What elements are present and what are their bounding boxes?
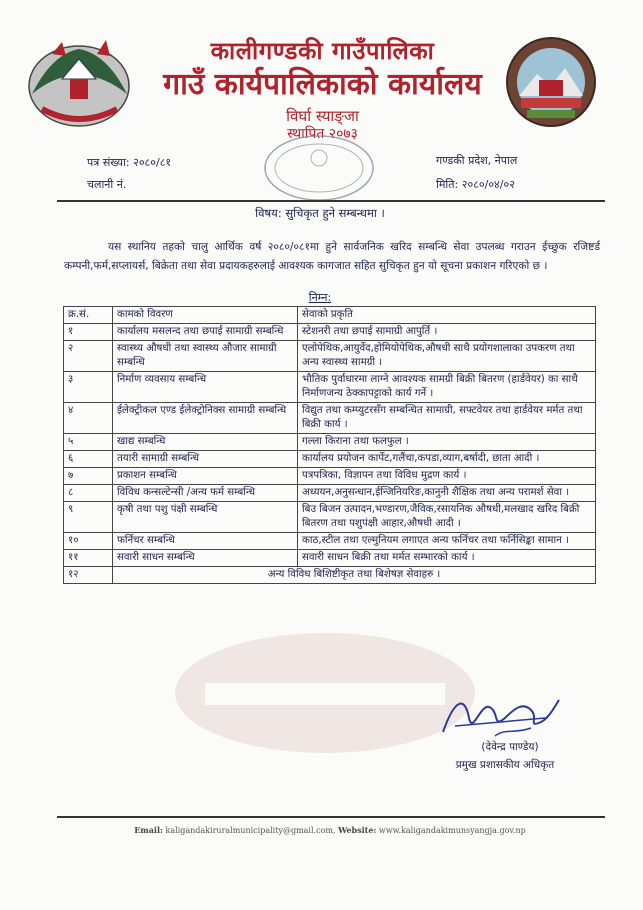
service-nature-cell: सवारी साधन बिक्री तथा मर्मत सम्भारको कार्य ।: [298, 550, 596, 567]
table-row: [64, 468, 596, 485]
dispatch-number: चलानी नं.: [87, 178, 127, 191]
serial-cell: ७: [64, 468, 113, 485]
work-description-cell: तयारी सामाग्री सम्बन्धि: [113, 451, 298, 468]
notice-body: यस स्थानिय तहको चालु आर्थिक वर्ष २०८०/०८१मा हुने सार्वजनिक खरिद सम्बन्धि सेवा उपलब्ध गराउन ईच्छुक रजिष्टर्ड कम्पनी,फर्म,सप्लायर्स, बिक्रेता तथा सेवा प्रदायकहरुलाई आवश्यक कागजात सहित सुचिकृत हुन यो सूचना प्रकाशन गरिएको छ ।: [64, 241, 600, 272]
serial-cell: ९: [64, 502, 113, 533]
email-label: Email:: [134, 825, 163, 835]
service-nature-cell: बिउ बिजन उत्पादन,भण्डारण,जैविक,रसायनिक औषधी,मलखाद खरिद बिक्री बितरण तथा पशुपंक्षी आहार,औषधी आदी ।: [298, 502, 596, 533]
services-table: [63, 306, 596, 584]
work-description-cell: ईलेक्ट्रीकल एण्ड ईलेक्ट्रोनिक्स सामाग्री सम्बन्धि: [113, 403, 298, 434]
established-line: स्थापित २०७३: [287, 126, 358, 142]
table-row: [64, 403, 596, 434]
subject-line: विषय: सुचिकृत हुने सम्बन्धमा ।: [255, 206, 385, 220]
work-description-cell: सवारी साधन सम्बन्धि: [113, 550, 298, 567]
column-header: सेवाको प्रकृति: [298, 307, 596, 324]
table-row: [64, 550, 596, 567]
serial-cell: २: [64, 341, 113, 372]
table-row: [64, 567, 596, 584]
table-header-row: [64, 307, 596, 324]
website-label: Website:: [338, 825, 377, 835]
serial-cell: ११: [64, 550, 113, 567]
serial-cell: ५: [64, 434, 113, 451]
footer-divider: [57, 816, 605, 818]
serial-cell: ३: [64, 372, 113, 403]
email-link[interactable]: kaligandakiruralmunicipality@gmail.com,: [165, 826, 336, 835]
office-stamp: [262, 133, 377, 203]
serial-cell: १०: [64, 533, 113, 550]
work-description-cell: विविध कन्सल्टेन्सी /अन्य फर्म सम्बन्धि: [113, 485, 298, 502]
list-heading: निम्न:: [308, 291, 332, 304]
footer-contact: [60, 825, 600, 835]
letter-number: पत्र संख्या: २०८०/८१: [87, 156, 172, 169]
municipality-name: कालीगण्डकी गाउँपालिका: [210, 37, 435, 65]
district-name: विर्घा स्याङ्जा: [286, 107, 359, 125]
table-row: [64, 324, 596, 341]
service-nature-cell: विद्युत तथा कम्प्युटरसँग सम्बन्धित सामाग्री, सफ्टवेयर तथा हार्डवेयर मर्मत तथा बिक्री कार्य ।: [298, 403, 596, 434]
service-nature-cell: एलोपेथिक,आयुर्वेद,होमियोपेथिक,औषधी साथै प्रयोगशालाका उपकरण तथा अन्य स्वास्थ्य सामग्री ।: [298, 341, 596, 372]
table-row: [64, 451, 596, 468]
serial-cell: १२: [64, 567, 113, 584]
work-description-cell: निर्माण व्यवसाय सम्बन्धि: [113, 372, 298, 403]
column-header: क्र.सं.: [64, 307, 113, 324]
service-nature-cell: कार्यालय प्रयोजन कार्पेट,गलैंचा,कपडा,व्याग,बर्षादी, छाता आदी ।: [298, 451, 596, 468]
serial-cell: ६: [64, 451, 113, 468]
work-description-cell: स्वास्थ्य औषधी तथा स्वास्थ्य औजार सामाग्री सम्बन्धि: [113, 341, 298, 372]
header-divider: [57, 200, 605, 202]
table-row: [64, 372, 596, 403]
table-row: [64, 434, 596, 451]
serial-cell: १: [64, 324, 113, 341]
signatory-title: प्रमुख प्रशासकीय अधिकृत: [455, 759, 555, 771]
service-nature-cell: गल्ला किराना तथा फलफुल ।: [298, 434, 596, 451]
table-row: [64, 341, 596, 372]
work-description-cell: खाद्य सम्बन्धि: [113, 434, 298, 451]
serial-cell: ४: [64, 403, 113, 434]
service-nature-cell: काठ,स्टील तथा एल्मुनियम लगाएत अन्य फर्निचर तथा फर्निसिङ्का सामान ।: [298, 533, 596, 550]
table-row: [64, 533, 596, 550]
work-description-cell: फर्निचर सम्बन्धि: [113, 533, 298, 550]
work-description-cell: कृषी तथा पशु पंक्षी सम्बन्धि: [113, 502, 298, 533]
serial-cell: ८: [64, 485, 113, 502]
table-row: [64, 485, 596, 502]
work-description-cell: प्रकाशन सम्बन्धि: [113, 468, 298, 485]
service-nature-cell: भौतिक पुर्वाधारमा लाग्ने आवश्यक सामग्री बिक्री बितरण (हार्डवेयर) का साथै निर्माणजन्य ठेक्कापट्टाको कार्य गर्ने ।: [298, 372, 596, 403]
column-header: कामको विवरण: [113, 307, 298, 324]
province-name: गण्डकी प्रदेश, नेपाल: [436, 154, 518, 167]
office-name: गाउँ कार्यपालिकाको कार्यालय: [163, 67, 482, 102]
work-description-cell: कार्यालय मसलन्द तथा छपाई सामाग्री सम्बन्धि: [113, 324, 298, 341]
website-link[interactable]: www.kaligandakimunsyangja.gov.np: [378, 826, 526, 835]
handwritten-signature: [435, 688, 565, 740]
service-nature-cell: पत्रपत्रिका, विज्ञापन तथा विविध मुद्रण कार्य ।: [298, 468, 596, 485]
signatory-name: (देवेन्द्र पाण्डेय): [481, 741, 539, 753]
table-row: [64, 502, 596, 533]
service-nature-cell: स्टेशनरी तथा छपाई सामाग्री आपुर्ति ।: [298, 324, 596, 341]
service-nature-cell: अध्ययन,अनुसन्धान,ईन्जिनियरिङ,कानुनी शैक्षिक तथा अन्य परामर्श सेवा ।: [298, 485, 596, 502]
letter-date: मिति: २०८०/०४/०२: [436, 178, 515, 191]
other-services-cell: अन्य विविध बिशिष्टीकृत तथा बिशेषज्ञ सेवाहरु ।: [113, 567, 596, 584]
